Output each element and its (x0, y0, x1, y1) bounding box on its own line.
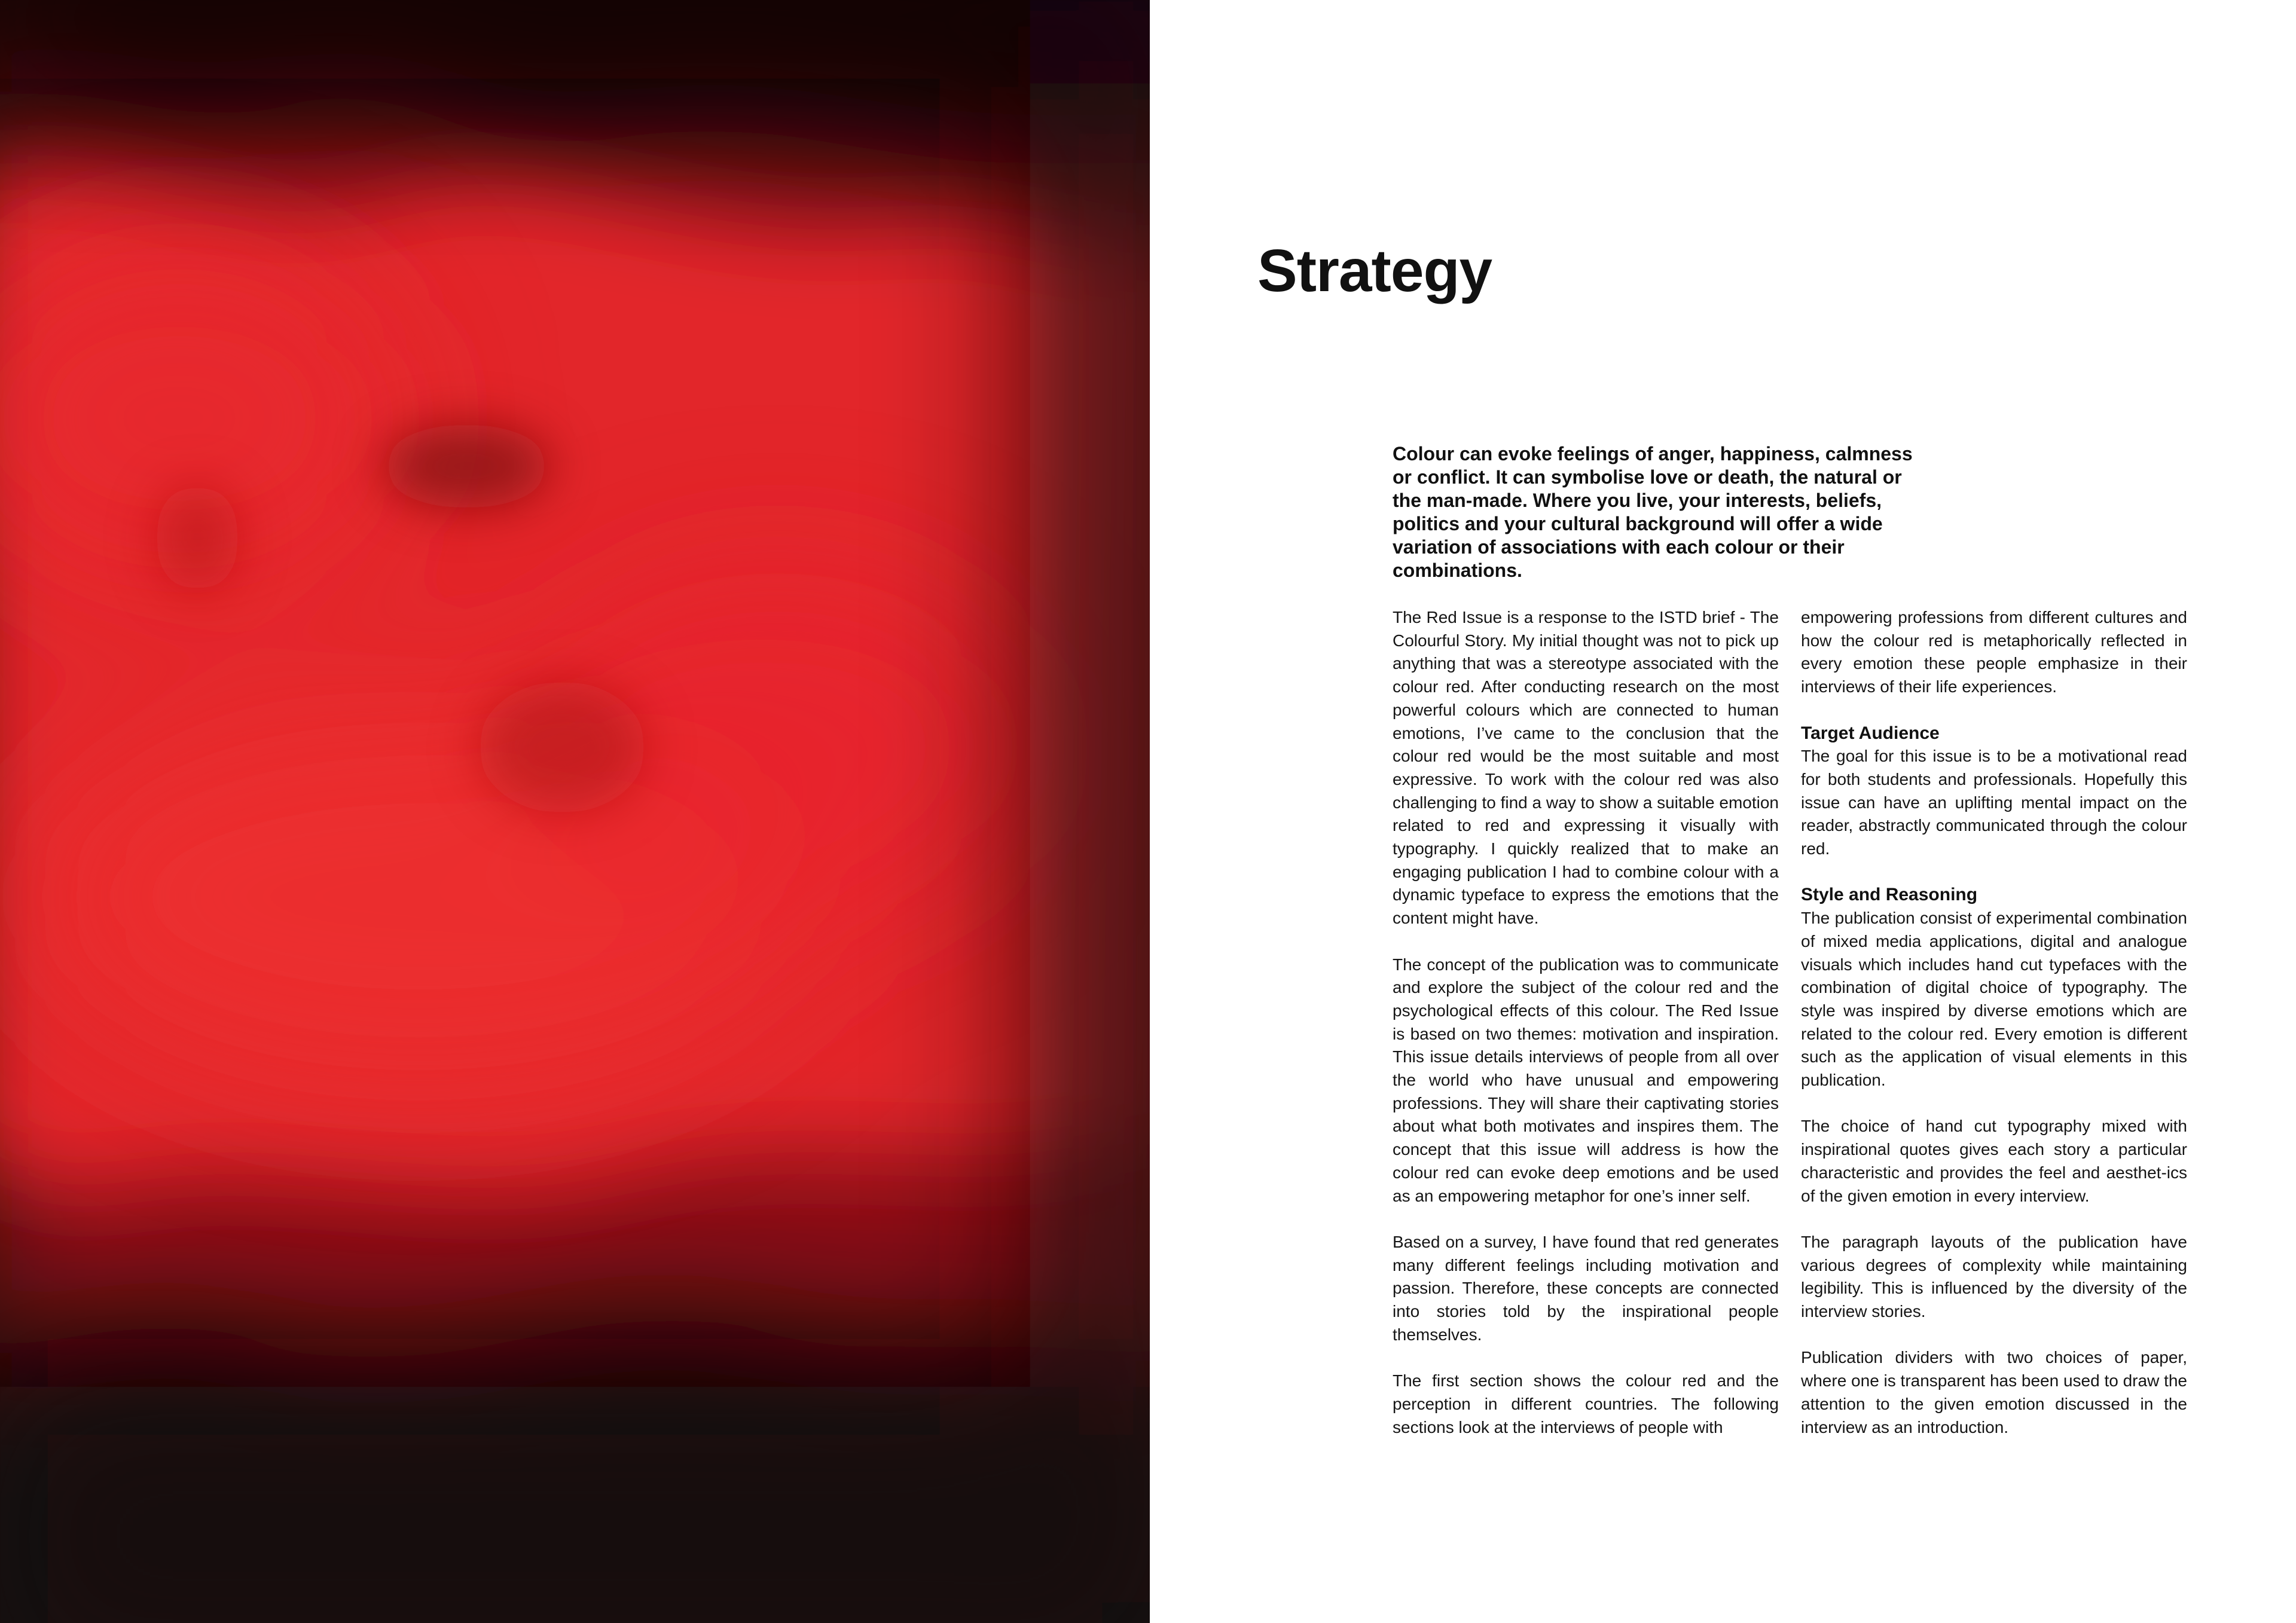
body-paragraph: Publication dividers with two choices of paper, where one is transparent has been used to draw the attention to the given emotion discussed in the interview as an introduction. (1801, 1348, 2187, 1436)
intro-paragraph: Colour can evoke feelings of anger, happiness, calmness or conflict. It can symbolise love or death, the natural or the man-made. Where you live, your interests, beliefs, politics and your cultural background will offer a wide variation of associations with each colour or their combinations. (1393, 443, 1913, 581)
body-paragraph: The choice of hand cut typography mixed with inspirational quotes gives each story a particular characteristic and provides the feel and aesthet-ics of the given emotion in every interview. (1801, 1117, 2187, 1205)
body-paragraph: The first section shows the colour red and the perception in different countries. The following sections look at the interviews of people with (1393, 1371, 1779, 1436)
text-page (1150, 0, 2296, 1623)
page-title: Strategy (1257, 237, 1492, 304)
body-paragraph: Based on a survey, I have found that red generates many different feelings including motivation and passion. Therefore, these concepts are connected into stories told by the inspirational people themselves. (1393, 1232, 1779, 1344)
left-text-column (1393, 606, 1779, 1462)
body-paragraph: empowering professions from different cultures and how the colour red is metaphorically reflected in every emotion these people emphasize in their interviews of their life experiences. (1801, 608, 2187, 696)
body-paragraph: The paragraph layouts of the publication have various degrees of complexity while maintaining legibility. This is influenced by the diversity of the interview stories. (1801, 1232, 2187, 1321)
section-heading-target-audience: Target Audience (1801, 723, 1940, 743)
section-heading-style-and-reasoning: Style and Reasoning (1801, 885, 1978, 905)
body-paragraph: The goal for this issue is to be a motivational read for both students and professionals. Hopefully this issue can have an uplifting mental impact on the reader, abstractly communicated through the colour red. (1801, 747, 2187, 858)
body-paragraph: The concept of the publication was to communicate and explore the subject of the colour red and the psychological effects of this colour. The Red Issue is based on two themes: motivation and inspiration. This issue details interviews of people from all over the world who have unusual and empowering professions. They will share their captivating stories about what both motivates and inspires them. The concept that this issue will address is how the colour red can evoke deep emotions and be used as an empowering metaphor for one’s inner self. (1393, 955, 1779, 1205)
body-paragraph: The publication consist of experimental combination of mixed media applications, digital and analogue visuals which includes hand cut typefaces with the combination of digital choice of typography. The style was inspired by diverse emotions which are related to the colour red. Every emotion is different such as the application of visual elements in this publication. (1801, 909, 2187, 1090)
body-paragraph: The Red Issue is a response to the ISTD brief - The Colourful Story. My initial thought was not to pick up anything that was a stereotype associated with the colour red. After conducting research on the most powerful colours which are connected to human emotions, I’ve came to the conclusion that the colour red would be the most suitable and most expressive. To work with the colour red was also challenging to find a way to show a suitable emotion related to red and expressing it visually with typography. I quickly realized that to make an engaging publication I had to combine colour with a dynamic typeface to express the emotions that the content might have. (1393, 608, 1779, 928)
right-text-column (1801, 606, 2187, 1462)
